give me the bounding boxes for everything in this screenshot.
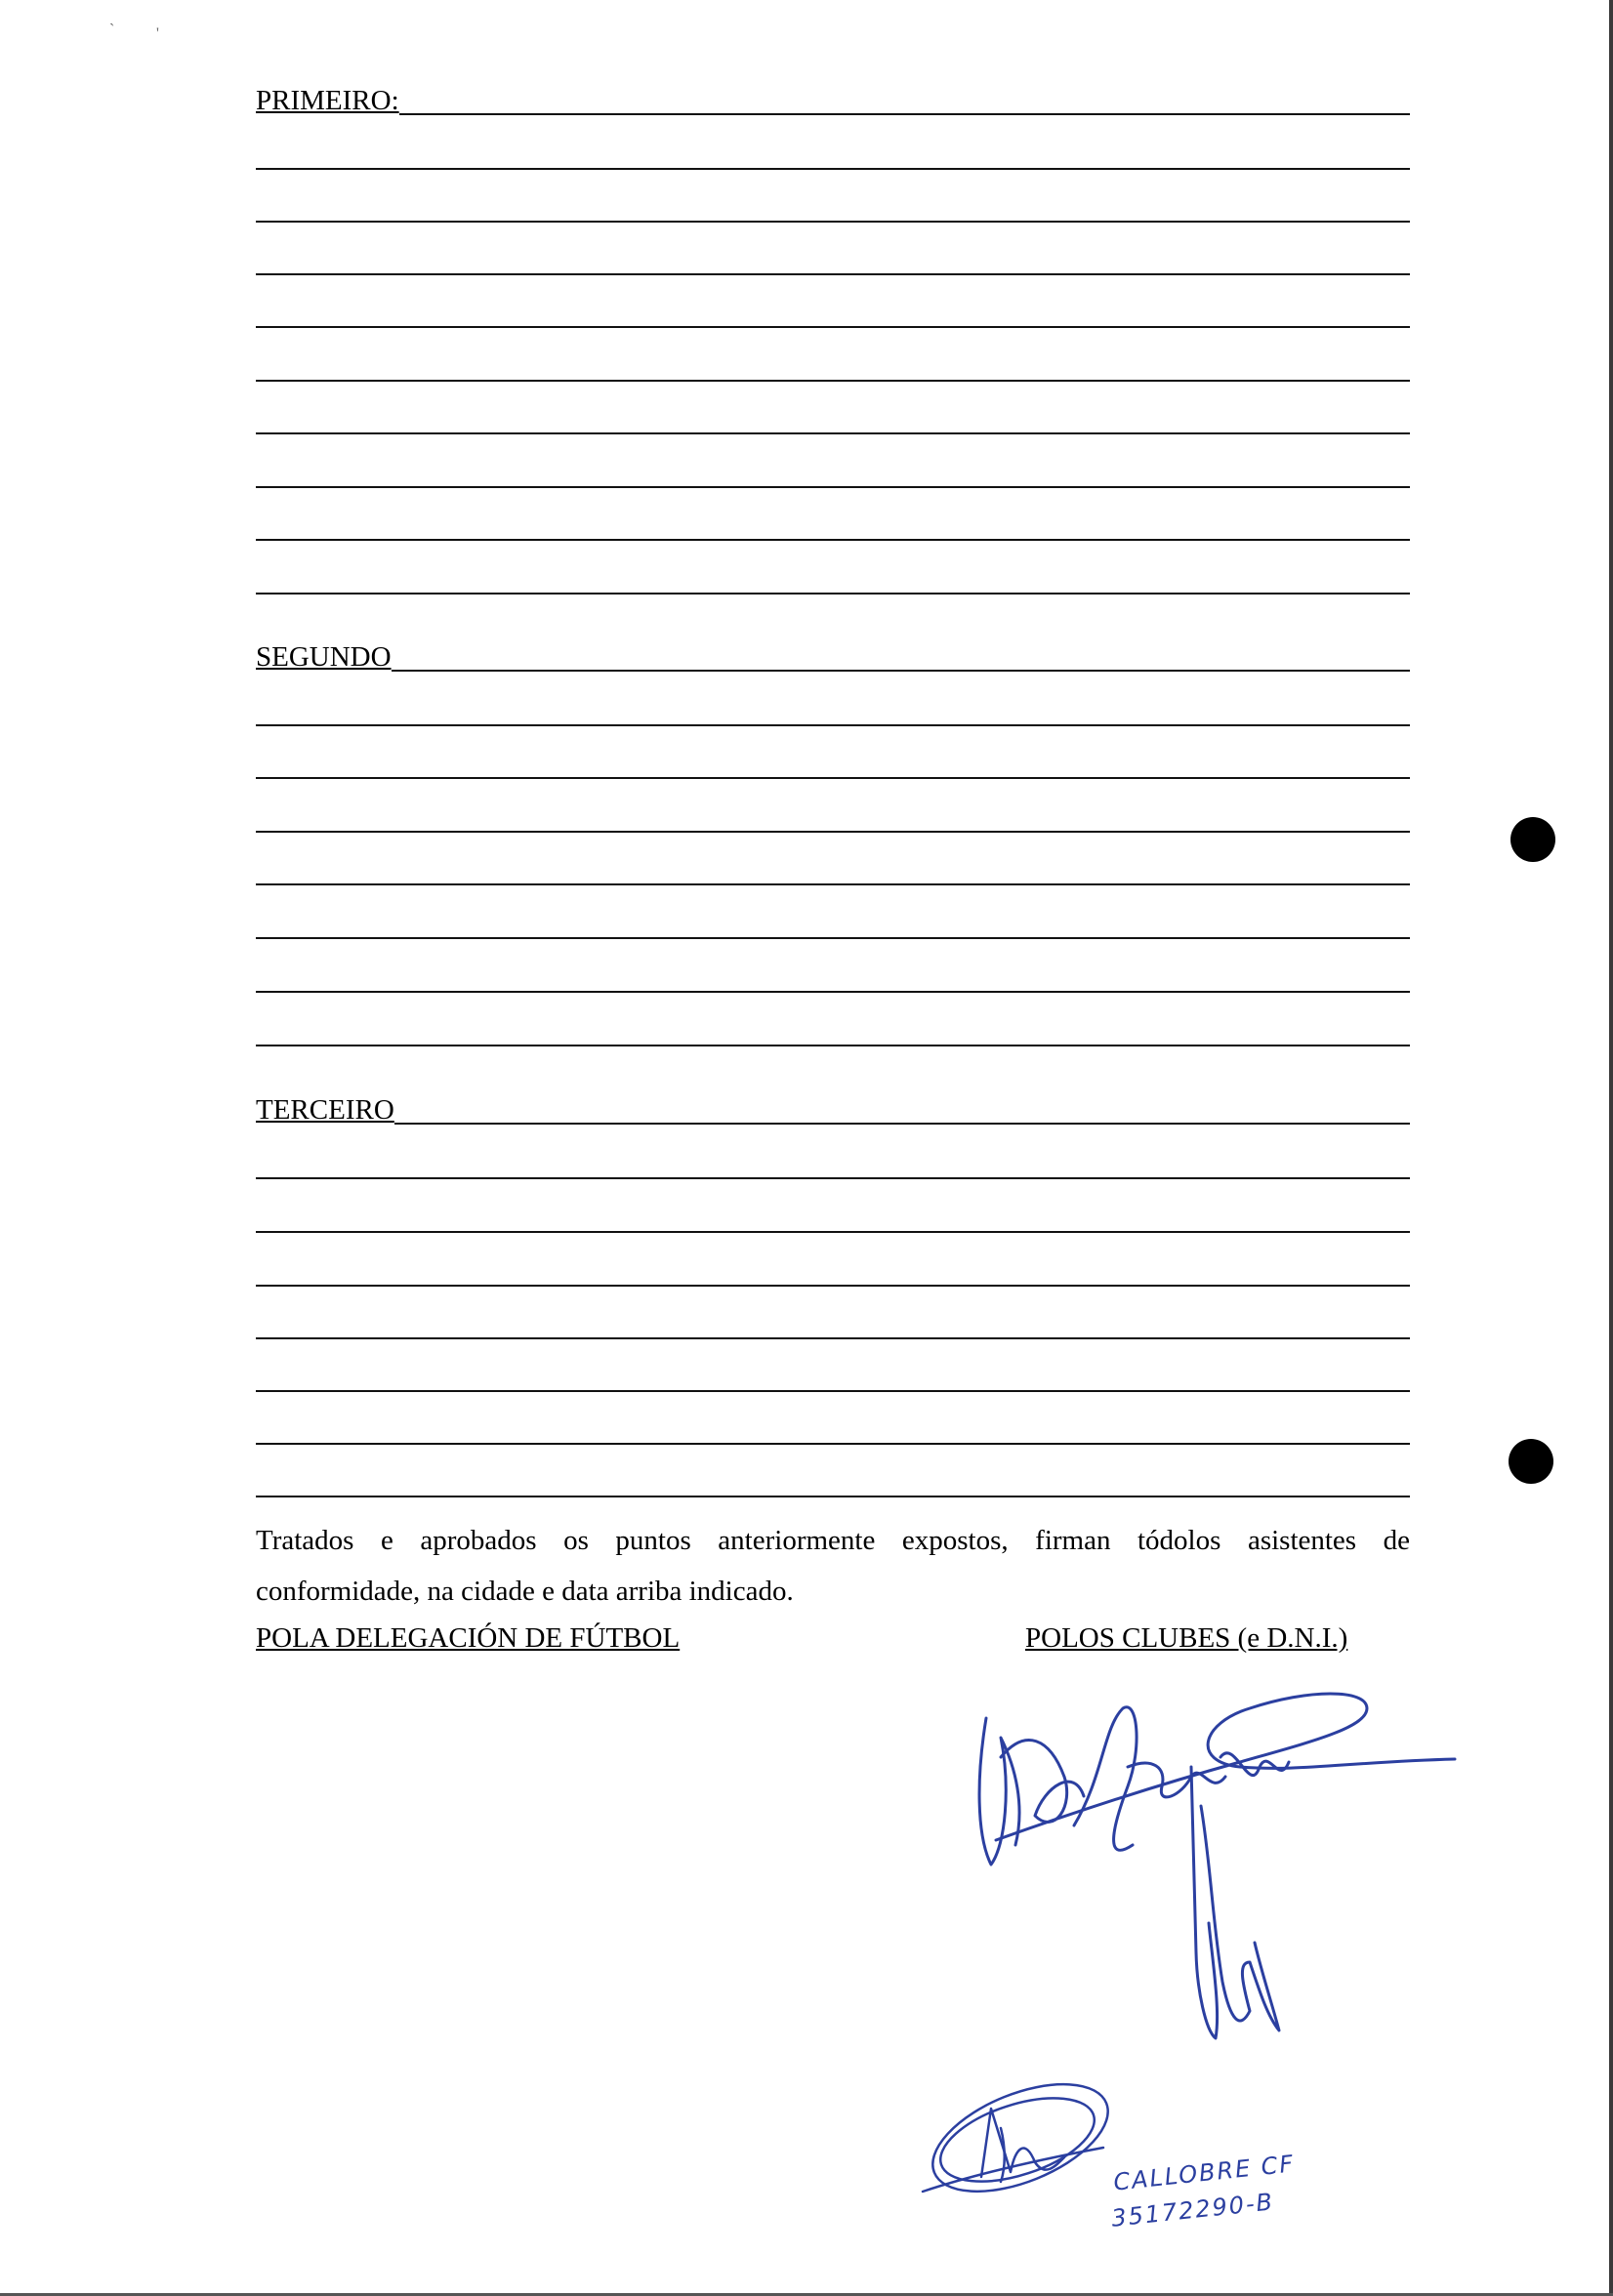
handwritten-dni: 35172290-B: [1109, 2188, 1276, 2233]
fill-line[interactable]: [256, 539, 1410, 541]
section-terceiro: [256, 1084, 1410, 1127]
punch-hole: [1510, 817, 1555, 862]
fill-line[interactable]: [256, 724, 1410, 726]
section-label-segundo: SEGUNDO: [256, 641, 392, 673]
fill-line[interactable]: [394, 1123, 1410, 1125]
closing-line-2: conformidade, na cidade e data arriba indicado.: [256, 1576, 794, 1607]
fill-line[interactable]: [256, 777, 1410, 779]
fill-line[interactable]: [256, 326, 1410, 328]
section-label-terceiro: TERCEIRO: [256, 1094, 394, 1126]
fill-line[interactable]: [256, 1045, 1410, 1046]
handwritten-club-name: CALLOBRE CF: [1112, 2150, 1297, 2196]
fill-line[interactable]: [256, 883, 1410, 885]
fill-line[interactable]: [256, 1337, 1410, 1339]
scan-speck: ': [156, 25, 159, 42]
fill-line[interactable]: [256, 831, 1410, 833]
closing-line-1: Tratados e aprobados os puntos anteriormente expostos, firman tódolos asistentes de: [256, 1525, 1410, 1556]
club-signature-2: [908, 2070, 1133, 2216]
fill-line[interactable]: [256, 432, 1410, 434]
section-segundo: [256, 631, 1410, 674]
fill-line[interactable]: [256, 1177, 1410, 1179]
fill-line[interactable]: [392, 670, 1410, 672]
scan-edge: [1609, 0, 1613, 2296]
clubs-signature-label: POLOS CLUBES (e D.N.I.): [1025, 1622, 1348, 1654]
scan-speck: `: [109, 21, 115, 38]
fill-line[interactable]: [256, 1443, 1410, 1445]
section-label-primeiro: PRIMEIRO:: [256, 85, 399, 116]
club-signature-1: [957, 1669, 1465, 2050]
fill-line[interactable]: [256, 1285, 1410, 1287]
closing-paragraph: [256, 1515, 1410, 1617]
fill-line[interactable]: [256, 380, 1410, 382]
fill-line[interactable]: [399, 113, 1410, 115]
fill-line[interactable]: [256, 221, 1410, 223]
fill-line[interactable]: [256, 593, 1410, 594]
fill-line[interactable]: [256, 1231, 1410, 1233]
fill-line[interactable]: [256, 1496, 1410, 1497]
fill-line[interactable]: [256, 168, 1410, 170]
punch-hole: [1509, 1439, 1553, 1484]
fill-line[interactable]: [256, 1390, 1410, 1392]
fill-line[interactable]: [256, 991, 1410, 993]
delegation-signature-label: POLA DELEGACIÓN DE FÚTBOL: [256, 1622, 681, 1654]
fill-line[interactable]: [256, 486, 1410, 488]
fill-line[interactable]: [256, 273, 1410, 275]
section-primeiro: [256, 74, 1410, 117]
fill-line[interactable]: [256, 937, 1410, 939]
